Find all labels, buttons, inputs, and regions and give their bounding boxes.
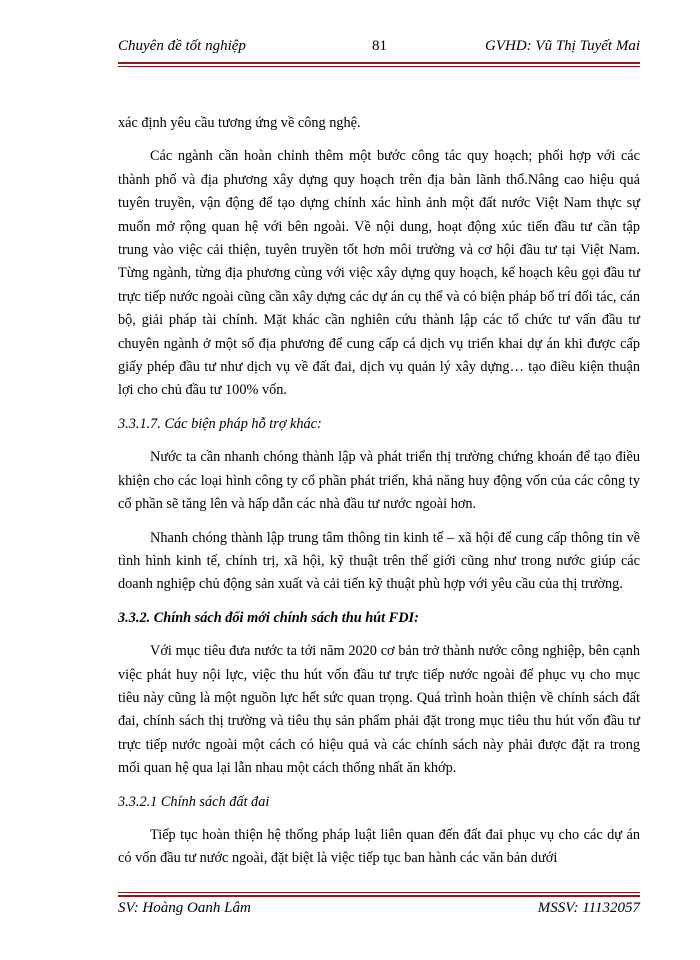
footer-rule-thick: [118, 895, 640, 897]
footer-student-id: MSSV: 11132057: [537, 900, 640, 916]
paragraph-6: Tiếp tục hoàn thiện hệ thống pháp luật liên quan đến đất đai phục vụ cho các dự án có vốn đầu tư nước ngoài, đặt biệt là việc tiếp tục ban hành các văn bản dưới: [118, 826, 640, 867]
header-rule-thin: [118, 66, 640, 67]
heading-3-3-2-1: 3.3.2.1 Chính sách đất đai: [118, 793, 270, 810]
paragraph-4: Nhanh chóng thành lập trung tâm thông tin kinh tế – xã hội để cung cấp thông tin về tình hình kinh tế, chính trị, xã hội, kỹ thuật trên thế giới cũng như trong nước giúp các doanh nghiệp chủ động sản xuất và cải tiến kỹ thuật phù hợp với yêu cầu của thị trường.: [118, 529, 640, 593]
paragraph-2: Các ngành cần hoàn chỉnh thêm một bước công tác quy hoạch; phối hợp với các thành phố và địa phương xây dựng quy hoạch trên địa bàn lãnh thổ.Nâng cao hiệu quả tuyên truyền, vận động để tạo dựng chính xác hình ảnh một đất nước Việt Nam thực sự muốn mở rộng quan hệ với bên ngoài. Về nội dung, hoạt động xúc tiến đầu tư cần tập trung vào việc cải thiện, tuyên truyền tốt hơn môi trường và cơ hội đầu tư tại Việt Nam. Từng ngành, từng địa phương cùng với việc xây dựng quy hoạch, kế hoạch kêu gọi đầu tư trực tiếp nước ngoài cũng cần xây dựng các dự án cụ thể và có biện pháp bố trí đối tác, cán bộ, giải pháp tài chính. Mặt khác cần nghiên cứu thành lập các tổ chức tư vấn đầu tư chuyên ngành ở một số địa phương để cung cấp cá dịch vụ triển khai dự án khi được cấp giấy phép đầu tư như dịch vụ về đất đai, dịch vụ quản lý xây dựng… tạo điều kiện thuận lợi cho chủ đầu tư 100% vốn.: [118, 148, 640, 399]
heading-3-3-2: 3.3.2. Chính sách đổi mới chính sách thu hút FDI:: [118, 609, 419, 626]
page-body: [118, 112, 640, 881]
paragraph-5: Với mục tiêu đưa nước ta tới năm 2020 cơ bản trở thành nước công nghiệp, bên cạnh việc phát huy nội lực, việc thu hút vốn đầu tư trực tiếp nước ngoài để phục vụ cho mục tiêu này cũng là một nguồn lực hết sức quan trọng. Quá trình hoàn thiện về chính sách đất đai, chính sách thị trường và tiêu thụ sản phẩm phải đặt trong mục tiêu thu hút vốn đầu tư trực tiếp nước ngoài một cách có hiệu quả và các chính sách này phải được đặt ra trong mối quan hệ qua lại lẫn nhau một cách thống nhất ăn khớp.: [118, 643, 640, 777]
page-header: [118, 38, 640, 60]
heading-3-3-1-7: 3.3.1.7. Các biện pháp hỗ trợ khác:: [118, 415, 322, 432]
header-advisor: GVHD: Vũ Thị Tuyết Mai: [485, 38, 640, 54]
header-rule-thick: [118, 62, 640, 64]
paragraph-1: xác định yêu cầu tương ứng về công nghệ.: [118, 115, 361, 131]
paragraph-3: Nước ta cần nhanh chóng thành lập và phát triển thị trường chứng khoán để tạo điều khiện cho các loại hình công ty cổ phần phát triển, khả năng huy động vốn của các công ty cổ phần sẽ tăng lên và hấp dẫn các nhà đầu tư nước ngoài hơn.: [118, 449, 640, 513]
page-footer: [118, 900, 640, 922]
footer-student: SV: Hoàng Oanh Lâm: [118, 900, 251, 916]
header-document-title: Chuyên đề tốt nghiệp: [118, 38, 246, 54]
page-number: 81: [372, 38, 387, 54]
footer-rule-thin: [118, 892, 640, 893]
